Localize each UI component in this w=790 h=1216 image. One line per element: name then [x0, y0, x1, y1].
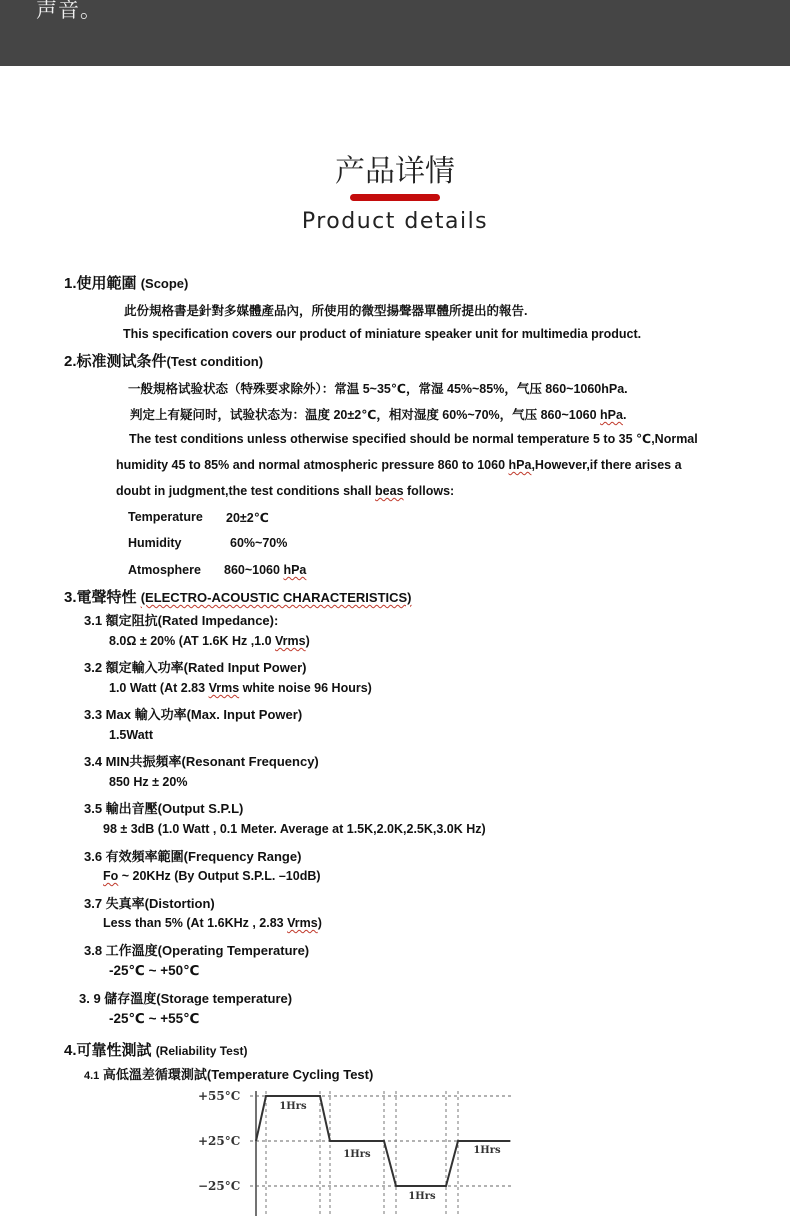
output-spl-value: 98 ± 3dB (1.0 Watt , 0.1 Meter. Average at 1.5K,2.0K,2.5K,3.0K Hz) — [103, 822, 486, 836]
chart-segment-label: 1Hrs — [473, 1145, 501, 1156]
scope-text-cn: 此份規格書是針對多媒體產品內，所使用的微型揚聲器單體所提出的報告. — [124, 304, 528, 318]
chart-y-tick-label: +55°C — [198, 1089, 241, 1103]
section-title-en: Product details — [301, 209, 489, 234]
output-spl-title: 3.5 輸出音壓(Output S.P.L) — [84, 801, 244, 816]
operating-temperature-title: 3.8 工作溫度(Operating Temperature) — [84, 943, 310, 958]
distortion-value: Less than 5% (At 1.6KHz , 2.83 Vrms) — [103, 916, 322, 930]
chart-axis-labels — [198, 1089, 240, 1193]
temperature-cycling-chart — [190, 1086, 520, 1216]
rated-input-power-value: 1.0 Watt (At 2.83 Vrms white noise 96 Hours) — [109, 681, 372, 695]
banner-text: 声音。 — [36, 0, 102, 22]
test-condition-cn-2: 判定上有疑问时，试验状态为：温度 20±2℃，相对湿度 60%~70%，气压 860~1060 hPa. — [130, 408, 627, 422]
chart-segment-label: 1Hrs — [343, 1149, 371, 1160]
distortion-title: 3.7 失真率(Distortion) — [84, 896, 215, 911]
top-banner — [0, 0, 790, 66]
chart-segment-label: 1Hrs — [408, 1191, 436, 1202]
reliability-heading: 4.可靠性測試 (Reliability Test) — [64, 1042, 248, 1059]
frequency-range-title: 3.6 有效頻率範圍(Frequency Range) — [84, 849, 302, 864]
temperature-cycling-title: 4.1 高低溫差循環測試(Temperature Cycling Test) — [84, 1067, 374, 1082]
chart-segment-labels — [279, 1101, 501, 1202]
test-condition-cn-1: 一般規格试验状态（特殊要求除外）：常温 5~35℃，常湿 45%~85%，气压 860~1060hPa. — [128, 382, 628, 396]
storage-temperature-title: 3. 9 儲存溫度(Storage temperature) — [79, 991, 293, 1006]
scope-text-en: This specification covers our product of miniature speaker unit for multimedia product. — [123, 327, 642, 341]
rated-impedance-value: 8.0Ω ± 20% (AT 1.6K Hz ,1.0 Vrms) — [109, 634, 310, 648]
temperature-label: Temperature — [128, 510, 203, 524]
electro-acoustic-heading: 3.電聲特性 (ELECTRO-ACOUSTIC CHARACTERISTICS) — [64, 589, 412, 606]
test-condition-heading: 2.标准测试条件(Test condition) — [64, 353, 264, 370]
atmosphere-value: 860~1060 hPa — [224, 563, 307, 577]
humidity-value: 60%~70% — [230, 536, 288, 550]
section-title-cn: 产品详情 — [335, 154, 455, 189]
scope-heading: 1.使用範圍 (Scope) — [64, 275, 189, 292]
resonant-frequency-value: 850 Hz ± 20% — [109, 775, 188, 789]
chart-y-tick-label: −25°C — [198, 1179, 241, 1193]
storage-temperature-value: -25℃ ~ +55℃ — [109, 1011, 200, 1026]
frequency-range-value: Fo ~ 20KHz (By Output S.P.L. –10dB) — [103, 869, 321, 883]
temperature-value: 20±2℃ — [226, 511, 269, 525]
chart-segment-label: 1Hrs — [279, 1101, 307, 1112]
test-condition-en-3: doubt in judgment,the test conditions shall beas follows: — [116, 484, 455, 498]
humidity-label: Humidity — [128, 536, 182, 550]
test-condition-en-1: The test conditions unless otherwise specified should be normal temperature 5 to 35 ℃,Normal — [129, 432, 698, 446]
rated-input-power-title: 3.2 額定輸入功率(Rated Input Power) — [84, 660, 307, 675]
resonant-frequency-title: 3.4 MIN共振頻率(Resonant Frequency) — [84, 754, 319, 769]
test-condition-en-2: humidity 45 to 85% and normal atmospheric pressure 860 to 1060 hPa,However,if there arises a — [116, 458, 682, 472]
operating-temperature-value: -25℃ ~ +50℃ — [109, 963, 200, 978]
max-input-power-title: 3.3 Max 輸入功率(Max. Input Power) — [84, 707, 303, 722]
rated-impedance-title: 3.1 額定阻抗(Rated Impedance): — [84, 613, 279, 628]
max-input-power-value: 1.5Watt — [109, 728, 153, 742]
chart-y-tick-label: +25°C — [198, 1134, 241, 1148]
atmosphere-label: Atmosphere — [128, 563, 201, 577]
title-accent-bar — [350, 194, 440, 201]
